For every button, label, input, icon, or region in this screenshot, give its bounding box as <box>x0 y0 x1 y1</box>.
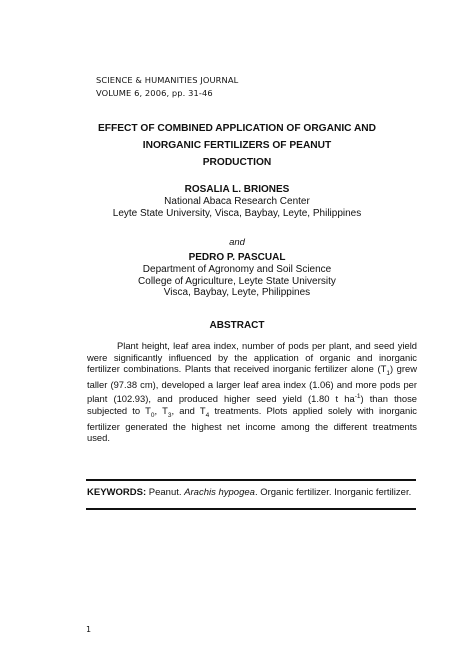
abstract-body <box>87 340 417 444</box>
keywords-top-rule <box>86 479 416 481</box>
keywords-label: KEYWORDS: <box>87 487 147 498</box>
author-1-affiliation-1: National Abaca Research Center <box>164 195 310 207</box>
author-conjunction: and <box>229 237 245 248</box>
author-2-affiliation-1: Department of Agronomy and Soil Science <box>142 263 332 275</box>
author-1-affiliation-2: Leyte State University, Visca, Baybay, Leyte, Philippines <box>112 207 362 219</box>
paper-title <box>60 120 414 171</box>
keyword-species: Arachis hypogea <box>184 487 255 498</box>
page-number: 1 <box>86 625 92 634</box>
abstract-line-4: taller (97.38 cm), developed a larger leaf area index (1.06) and more pods per <box>87 379 417 391</box>
abstract-line-3: fertilizer combinations. Plants that received inorganic fertilizer alone $(T_1)$ grew <box>87 363 418 377</box>
journal-volume: VOLUME 6, 2006, pp. 31-46 <box>96 87 213 98</box>
abstract-line-2: were significantly influenced by the application of organic and inorganic <box>87 351 417 363</box>
author-2-affiliation-3: Visca, Baybay, Leyte, Philippines <box>163 287 311 299</box>
title-line-2: INORGANIC FERTILIZERS OF PEANUT <box>142 140 332 151</box>
author-2 <box>40 252 434 299</box>
author-1-name: ROSALIA L. BRIONES <box>184 184 290 195</box>
abstract-line-6: subjected to $T_0$, $T_3$, and $T_4$ treatments. Plots applied solely with inorganic <box>87 404 417 419</box>
abstract-line-1: Plant height, leaf area index, number of pods per plant, and seed yield <box>117 340 417 351</box>
title-line-1: EFFECT OF COMBINED APPLICATION OF ORGANIC AND <box>97 123 377 134</box>
abstract-line-7: fertilizer generated the highest net income among the different treatments <box>87 420 417 432</box>
author-1 <box>40 184 434 219</box>
author-2-affiliation-2: College of Agriculture, Leyte State University <box>138 275 336 287</box>
journal-header <box>96 74 238 99</box>
keywords-bottom-rule <box>86 508 416 510</box>
abstract-line-8: used. <box>87 432 110 444</box>
abstract-heading: ABSTRACT <box>209 320 265 331</box>
keywords-line: KEYWORDS: Peanut. Arachis hypogea. Organic fertilizer. Inorganic fertilizer. <box>87 487 412 498</box>
abstract-line-5: plant (102.93), and produced higher seed yield (1.80 t $ha^{-1}$) than those <box>87 392 417 404</box>
journal-name: SCIENCE & HUMANITIES JOURNAL <box>96 75 239 85</box>
author-2-name: PEDRO P. PASCUAL <box>188 252 286 263</box>
title-line-3: PRODUCTION <box>202 157 272 168</box>
